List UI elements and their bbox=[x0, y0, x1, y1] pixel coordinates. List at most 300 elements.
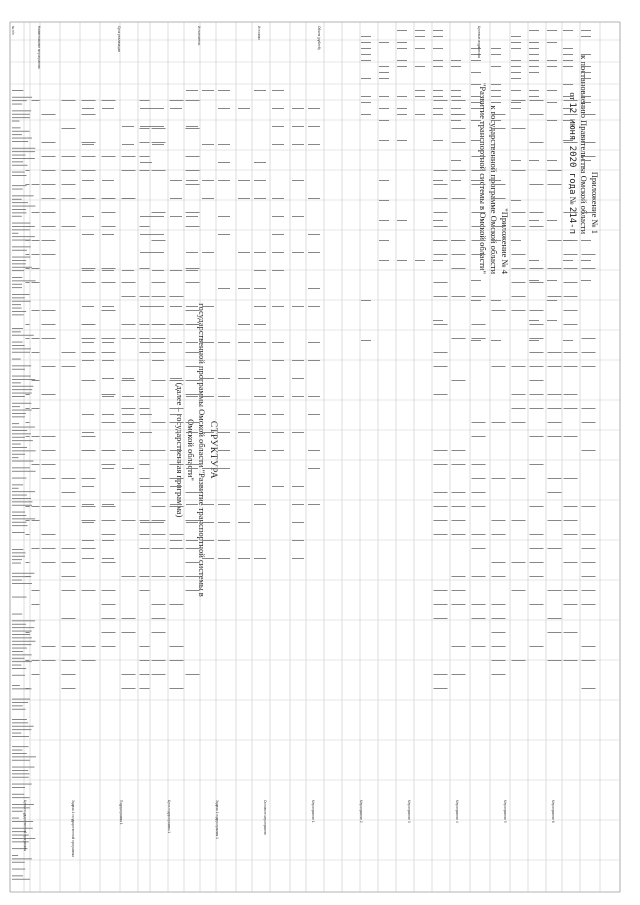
table-cell-text-mark bbox=[202, 180, 214, 181]
table-cell-text-mark bbox=[272, 126, 284, 127]
table-cell-text-mark bbox=[308, 504, 320, 505]
table-cell-text-mark bbox=[582, 506, 596, 507]
table-cell-text-mark bbox=[548, 296, 562, 297]
table-cell-text-mark bbox=[186, 520, 200, 521]
table-cell-text-mark bbox=[102, 108, 114, 109]
table-cell-text-mark bbox=[152, 212, 166, 213]
table-cell-text-mark bbox=[12, 498, 31, 499]
table-cell-text-mark bbox=[82, 216, 94, 217]
table-cell-text-mark bbox=[12, 148, 35, 149]
table-cell-text-mark bbox=[12, 328, 23, 329]
table-cell-text-mark bbox=[12, 756, 36, 757]
table-cell-text-mark bbox=[530, 646, 544, 647]
table-cell-text-mark bbox=[12, 505, 32, 506]
table-cell-text-mark bbox=[12, 454, 25, 455]
table-cell-text-mark bbox=[433, 240, 443, 241]
table-cell-text-mark bbox=[12, 501, 33, 502]
table-cell-text-mark bbox=[12, 209, 26, 210]
table-cell-text-mark bbox=[122, 296, 136, 297]
table-cell-text-mark bbox=[530, 604, 544, 605]
table-cell-text-mark bbox=[186, 504, 198, 505]
table-cell-text-mark bbox=[472, 184, 486, 185]
table-cell-text-mark bbox=[547, 60, 557, 61]
table-cell-text-mark bbox=[102, 394, 116, 395]
table-cell-text-mark bbox=[12, 620, 35, 621]
table-cell-text-mark bbox=[12, 114, 30, 115]
table-cell-text-mark bbox=[472, 254, 486, 255]
table-cell-text-mark bbox=[512, 170, 526, 171]
table-cell-text-mark bbox=[12, 257, 30, 258]
table-cell-text-mark bbox=[12, 223, 30, 224]
table-cell-text-mark bbox=[530, 576, 544, 577]
table-cell-text-mark bbox=[582, 562, 596, 563]
table-cell-text-mark bbox=[122, 378, 134, 379]
table-cell-text-mark bbox=[452, 128, 466, 129]
table-cell-text-mark bbox=[564, 436, 578, 437]
table-cell-text-mark bbox=[529, 220, 539, 221]
table-cell-text-mark bbox=[122, 674, 136, 675]
table-cell-text-mark bbox=[12, 512, 25, 513]
table-cell-text-mark bbox=[564, 660, 578, 661]
table-cell-text-mark bbox=[582, 422, 596, 423]
table-cell-text-mark bbox=[12, 90, 23, 91]
table-cell-text-mark bbox=[379, 120, 389, 121]
table-cell-text-mark bbox=[12, 155, 26, 156]
table-cell-text-mark bbox=[292, 522, 304, 523]
table-cell-text-mark bbox=[472, 156, 486, 157]
table-cell-text-mark bbox=[415, 66, 425, 67]
table-cell-text-mark bbox=[12, 416, 25, 417]
table-cell-text-mark bbox=[12, 580, 22, 581]
table-cell-text-mark bbox=[12, 634, 30, 635]
table-cell-text-mark bbox=[82, 270, 94, 271]
table-cell-text-mark bbox=[12, 637, 32, 638]
table-cell-text-mark bbox=[512, 128, 526, 129]
table-cell-text-mark bbox=[32, 520, 40, 521]
table-cell-text-mark bbox=[379, 200, 389, 201]
table-column-header: № п/п bbox=[11, 26, 15, 35]
table-cell-text-mark bbox=[512, 520, 526, 521]
table-cell-text-mark bbox=[581, 78, 591, 79]
table-cell-text-mark bbox=[218, 216, 230, 217]
table-cell-text-mark bbox=[152, 618, 166, 619]
table-cell-text-mark bbox=[272, 252, 284, 253]
table-cell-text-mark bbox=[434, 506, 448, 507]
table-cell-text-mark bbox=[12, 199, 22, 200]
table-cell-text-mark bbox=[82, 144, 94, 145]
appendix-date: 12 июня 2020 года bbox=[567, 102, 577, 195]
title-line-3: (далее – государственная программа) bbox=[175, 382, 185, 518]
table-column-header: Источник bbox=[257, 26, 261, 40]
table-cell-text-mark bbox=[254, 198, 266, 199]
table-cell-text-mark bbox=[491, 180, 501, 181]
table-cell-text-mark bbox=[434, 590, 448, 591]
table-cell-text-mark bbox=[379, 78, 389, 79]
table-cell-text-mark bbox=[170, 576, 184, 577]
table-cell-text-mark bbox=[12, 794, 24, 795]
table-cell-text-mark bbox=[62, 618, 76, 619]
table-cell-text-mark bbox=[433, 108, 443, 109]
table-cell-text-mark bbox=[170, 504, 182, 505]
table-cell-text-mark bbox=[12, 352, 30, 353]
table-cell-text-mark bbox=[82, 548, 96, 549]
table-cell-text-mark bbox=[452, 142, 466, 143]
table-cell-text-mark bbox=[122, 408, 136, 409]
table-cell-text-mark bbox=[122, 380, 136, 381]
table-cell-text-mark bbox=[102, 414, 114, 415]
table-cell-text-mark bbox=[292, 486, 304, 487]
table-cell-text-mark bbox=[397, 96, 407, 97]
table-cell-text-mark bbox=[434, 688, 448, 689]
table-cell-text-mark bbox=[492, 128, 506, 129]
table-cell-text-mark bbox=[82, 114, 96, 115]
table-cell-text-mark bbox=[433, 114, 443, 115]
table-cell-text-mark bbox=[26, 506, 30, 507]
table-cell-text-mark bbox=[451, 240, 461, 241]
table-cell-text-mark bbox=[254, 252, 266, 253]
table-cell-text-mark bbox=[32, 408, 40, 409]
table-cell-text-mark bbox=[102, 422, 116, 423]
table-cell-text-mark bbox=[512, 590, 526, 591]
table-cell-text-mark bbox=[238, 252, 250, 253]
table-cell-text-mark bbox=[511, 160, 521, 161]
table-cell-text-mark bbox=[564, 324, 578, 325]
table-cell-text-mark bbox=[292, 396, 304, 397]
table-cell-text-mark bbox=[308, 468, 320, 469]
table-cell-text-mark bbox=[548, 268, 562, 269]
table-cell-text-mark bbox=[361, 54, 371, 55]
table-cell-text-mark bbox=[433, 30, 443, 31]
table-cell-text-mark bbox=[42, 548, 56, 549]
table-cell-text-mark bbox=[452, 254, 466, 255]
table-cell-text-mark bbox=[582, 660, 596, 661]
table-cell-text-mark bbox=[62, 198, 76, 199]
table-cell-text-mark bbox=[12, 702, 28, 703]
table-cell-text-mark bbox=[140, 226, 150, 227]
table-cell-text-mark bbox=[512, 282, 526, 283]
table-cell-text-mark bbox=[42, 240, 56, 241]
table-cell-text-mark bbox=[12, 413, 26, 414]
table-cell-text-mark bbox=[472, 422, 486, 423]
table-cell-text-mark bbox=[471, 72, 481, 73]
table-cell-text-mark bbox=[12, 410, 32, 411]
table-cell-text-mark bbox=[12, 348, 31, 349]
table-cell-text-mark bbox=[12, 141, 28, 142]
table-cell-text-mark bbox=[529, 340, 539, 341]
table-cell-text-mark bbox=[472, 478, 486, 479]
table-cell-text-mark bbox=[12, 597, 27, 598]
table-cell-text-mark bbox=[12, 195, 34, 196]
table-cell-text-mark bbox=[272, 306, 284, 307]
table-cell-text-mark bbox=[218, 180, 230, 181]
table-cell-text-mark bbox=[452, 380, 466, 381]
table-cell-text-mark bbox=[12, 665, 21, 666]
table-cell-text-mark bbox=[530, 380, 544, 381]
table-cell-text-mark bbox=[186, 226, 200, 227]
table-cell-text-mark bbox=[492, 366, 506, 367]
table-cell-text-mark bbox=[12, 471, 36, 472]
table-cell-text-mark bbox=[82, 646, 96, 647]
table-cell-text-mark bbox=[451, 120, 461, 121]
table-cell-text-mark bbox=[12, 777, 29, 778]
table-cell-text-mark bbox=[582, 646, 596, 647]
table-cell-text-mark bbox=[272, 234, 284, 235]
table-cell-text-mark bbox=[308, 288, 320, 289]
table-cell-text-mark bbox=[472, 576, 486, 577]
table-cell-text-mark bbox=[12, 427, 35, 428]
table-cell-text-mark bbox=[492, 604, 506, 605]
table-cell-text-mark bbox=[434, 296, 448, 297]
table-cell-text-mark bbox=[548, 408, 562, 409]
table-cell-text-mark bbox=[82, 268, 96, 269]
table-cell-text-mark bbox=[472, 212, 486, 213]
table-cell-text-mark bbox=[26, 240, 30, 241]
table-cell-text-mark bbox=[62, 646, 76, 647]
table-cell-text-mark bbox=[170, 378, 182, 379]
table-cell-text-mark bbox=[82, 198, 94, 199]
table-cell-text-mark bbox=[12, 719, 27, 720]
table-cell-text-mark bbox=[26, 268, 30, 269]
table-cell-text-mark bbox=[471, 120, 481, 121]
table-cell-text-mark bbox=[397, 60, 407, 61]
table-cell-text-mark bbox=[12, 345, 25, 346]
table-cell-text-mark bbox=[152, 282, 166, 283]
table-cell-text-mark bbox=[12, 549, 23, 550]
table-cell-text-mark bbox=[581, 36, 591, 37]
table-cell-text-mark bbox=[122, 618, 136, 619]
table-cell-text-mark bbox=[140, 170, 150, 171]
table-cell-text-mark bbox=[433, 36, 443, 37]
table-cell-text-mark bbox=[511, 90, 521, 91]
table-cell-text-mark bbox=[152, 324, 164, 325]
table-cell-text-mark bbox=[140, 576, 150, 577]
table-cell-text-mark bbox=[186, 324, 198, 325]
table-cell-text-mark bbox=[140, 128, 150, 129]
appendix-line-3: от 12 июня 2020 года № 214-п bbox=[567, 92, 578, 234]
table-cell-text-mark bbox=[548, 170, 562, 171]
table-cell-text-mark bbox=[564, 100, 578, 101]
table-cell-text-mark bbox=[82, 558, 94, 559]
table-cell-text-mark bbox=[102, 212, 116, 213]
table-cell-text-mark bbox=[12, 862, 25, 863]
table-cell-text-mark bbox=[563, 54, 573, 55]
table-cell-text-mark bbox=[12, 631, 32, 632]
table-cell-text-mark bbox=[292, 144, 304, 145]
table-cell-text-mark bbox=[186, 216, 198, 217]
table-cell-text-mark bbox=[42, 324, 56, 325]
table-cell-text-mark bbox=[582, 268, 596, 269]
table-cell-text-mark bbox=[512, 296, 526, 297]
table-cell-text-mark bbox=[62, 366, 76, 367]
table-cell-text-mark bbox=[12, 461, 33, 462]
table-cell-text-mark bbox=[12, 722, 28, 723]
table-cell-text-mark bbox=[42, 394, 56, 395]
table-cell-text-mark bbox=[512, 268, 526, 269]
table-cell-text-mark bbox=[272, 108, 284, 109]
table-cell-text-mark bbox=[433, 90, 443, 91]
table-cell-text-mark bbox=[218, 504, 230, 505]
table-cell-text-mark bbox=[42, 156, 56, 157]
table-cell-text-mark bbox=[12, 226, 35, 227]
table-row-label: Мероприятие 2 bbox=[359, 800, 363, 823]
table-cell-text-mark bbox=[12, 726, 34, 727]
table-cell-text-mark bbox=[26, 324, 30, 325]
table-cell-text-mark bbox=[152, 144, 164, 145]
table-cell-text-mark bbox=[32, 352, 40, 353]
table-cell-text-mark bbox=[529, 280, 539, 281]
table-cell-text-mark bbox=[564, 268, 578, 269]
table-cell-text-mark bbox=[42, 450, 56, 451]
table-cell-text-mark bbox=[102, 562, 116, 563]
table-cell-text-mark bbox=[12, 858, 32, 859]
table-cell-text-mark bbox=[82, 100, 96, 101]
table-cell-text-mark bbox=[170, 534, 184, 535]
table-cell-text-mark bbox=[170, 486, 182, 487]
table-cell-text-mark bbox=[12, 100, 27, 101]
table-cell-text-mark bbox=[12, 627, 34, 628]
table-cell-text-mark bbox=[238, 324, 250, 325]
table-cell-text-mark bbox=[186, 576, 200, 577]
table-cell-text-mark bbox=[512, 100, 526, 101]
table-cell-text-mark bbox=[170, 450, 182, 451]
table-cell-text-mark bbox=[32, 100, 40, 101]
table-cell-text-mark bbox=[12, 117, 30, 118]
table-cell-text-mark bbox=[12, 661, 32, 662]
table-cell-text-mark bbox=[238, 198, 250, 199]
table-cell-text-mark bbox=[26, 282, 30, 283]
table-cell-text-mark bbox=[186, 128, 200, 129]
table-cell-text-mark bbox=[12, 767, 34, 768]
table-cell-text-mark bbox=[471, 60, 481, 61]
table-cell-text-mark bbox=[12, 172, 25, 173]
table-cell-text-mark bbox=[492, 632, 506, 633]
table-cell-text-mark bbox=[152, 128, 166, 129]
table-cell-text-mark bbox=[12, 624, 26, 625]
table-cell-text-mark bbox=[254, 288, 266, 289]
table-cell-text-mark bbox=[12, 559, 22, 560]
table-cell-text-mark bbox=[102, 378, 114, 379]
table-cell-text-mark bbox=[434, 184, 448, 185]
table-cell-text-mark bbox=[32, 506, 40, 507]
table-cell-text-mark bbox=[152, 674, 166, 675]
table-column-header: Исполнитель bbox=[197, 26, 201, 46]
table-cell-text-mark bbox=[32, 674, 40, 675]
table-cell-text-mark bbox=[582, 254, 596, 255]
table-cell-text-mark bbox=[471, 140, 481, 141]
table-cell-text-mark bbox=[272, 486, 284, 487]
table-cell-text-mark bbox=[292, 360, 304, 361]
table-cell-text-mark bbox=[547, 66, 557, 67]
table-cell-text-mark bbox=[140, 252, 152, 253]
table-cell-text-mark bbox=[564, 408, 578, 409]
table-cell-text-mark bbox=[12, 297, 25, 298]
table-cell-text-mark bbox=[122, 576, 136, 577]
table-column-header: Наименование мероприятия bbox=[37, 26, 41, 69]
table-cell-text-mark bbox=[563, 108, 573, 109]
table-cell-text-mark bbox=[170, 414, 182, 415]
table-cell-text-mark bbox=[361, 96, 371, 97]
title-line-1: СТРУКТУРА bbox=[208, 420, 218, 480]
table-cell-text-mark bbox=[202, 378, 214, 379]
table-cell-text-mark bbox=[472, 534, 486, 535]
table-cell-text-mark bbox=[140, 342, 152, 343]
table-cell-text-mark bbox=[433, 66, 443, 67]
table-cell-text-mark bbox=[218, 558, 230, 559]
table-cell-text-mark bbox=[12, 396, 25, 397]
table-cell-text-mark bbox=[202, 252, 214, 253]
table-cell-text-mark bbox=[530, 464, 544, 465]
appendix-line-2: к постановлению Правительства Омской области bbox=[579, 55, 589, 234]
table-cell-text-mark bbox=[152, 486, 164, 487]
table-cell-text-mark bbox=[415, 36, 425, 37]
table-cell-text-mark bbox=[308, 144, 320, 145]
table-cell-text-mark bbox=[152, 604, 166, 605]
table-cell-text-mark bbox=[547, 160, 557, 161]
table-cell-text-mark bbox=[62, 688, 76, 689]
title-line-2: государственной программы Омской области "Развитие транспортной системы в Омской области" bbox=[186, 303, 207, 597]
table-cell-text-mark bbox=[582, 212, 596, 213]
table-cell-text-mark bbox=[12, 393, 32, 394]
table-cell-text-mark bbox=[122, 270, 134, 271]
table-cell-text-mark bbox=[186, 540, 198, 541]
table-cell-text-mark bbox=[140, 338, 150, 339]
table-cell-text-mark bbox=[12, 212, 26, 213]
table-cell-text-mark bbox=[12, 263, 26, 264]
table-cell-text-mark bbox=[152, 270, 164, 271]
table-cell-text-mark bbox=[102, 352, 116, 353]
table-cell-text-mark bbox=[547, 280, 557, 281]
table-row-label: Мероприятие 1 bbox=[311, 800, 315, 823]
table-cell-text-mark bbox=[186, 184, 200, 185]
table-cell-text-mark bbox=[492, 226, 506, 227]
table-cell-text-mark bbox=[152, 506, 166, 507]
table-cell-text-mark bbox=[12, 736, 29, 737]
table-cell-text-mark bbox=[26, 660, 30, 661]
table-cell-text-mark bbox=[511, 78, 521, 79]
table-cell-text-mark bbox=[434, 282, 448, 283]
table-cell-text-mark bbox=[548, 618, 562, 619]
table-cell-text-mark bbox=[492, 534, 506, 535]
table-cell-text-mark bbox=[272, 414, 284, 415]
table-cell-text-mark bbox=[12, 202, 28, 203]
table-cell-text-mark bbox=[492, 674, 506, 675]
table-cell-text-mark bbox=[272, 270, 284, 271]
table-cell-text-mark bbox=[26, 254, 30, 255]
table-cell-text-mark bbox=[186, 422, 200, 423]
table-cell-text-mark bbox=[12, 518, 35, 519]
table-cell-text-mark bbox=[491, 54, 501, 55]
table-cell-text-mark bbox=[186, 310, 200, 311]
table-cell-text-mark bbox=[102, 268, 116, 269]
table-cell-text-mark bbox=[530, 184, 544, 185]
table-cell-text-mark bbox=[581, 66, 591, 67]
table-cell-text-mark bbox=[308, 126, 320, 127]
table-row-label: Задача 1 подпрограммы 1 bbox=[215, 800, 219, 839]
table-cell-text-mark bbox=[82, 436, 96, 437]
table-cell-text-mark bbox=[12, 165, 28, 166]
table-cell-text-mark bbox=[12, 532, 25, 533]
table-cell-text-mark bbox=[547, 42, 557, 43]
table-cell-text-mark bbox=[102, 156, 116, 157]
table-cell-text-mark bbox=[272, 144, 284, 145]
table-cell-text-mark bbox=[42, 212, 56, 213]
table-cell-text-mark bbox=[12, 134, 22, 135]
table-cell-text-mark bbox=[529, 66, 539, 67]
table-cell-text-mark bbox=[12, 773, 29, 774]
table-cell-text-mark bbox=[361, 114, 371, 115]
table-cell-text-mark bbox=[451, 66, 461, 67]
table-cell-text-mark bbox=[472, 436, 486, 437]
